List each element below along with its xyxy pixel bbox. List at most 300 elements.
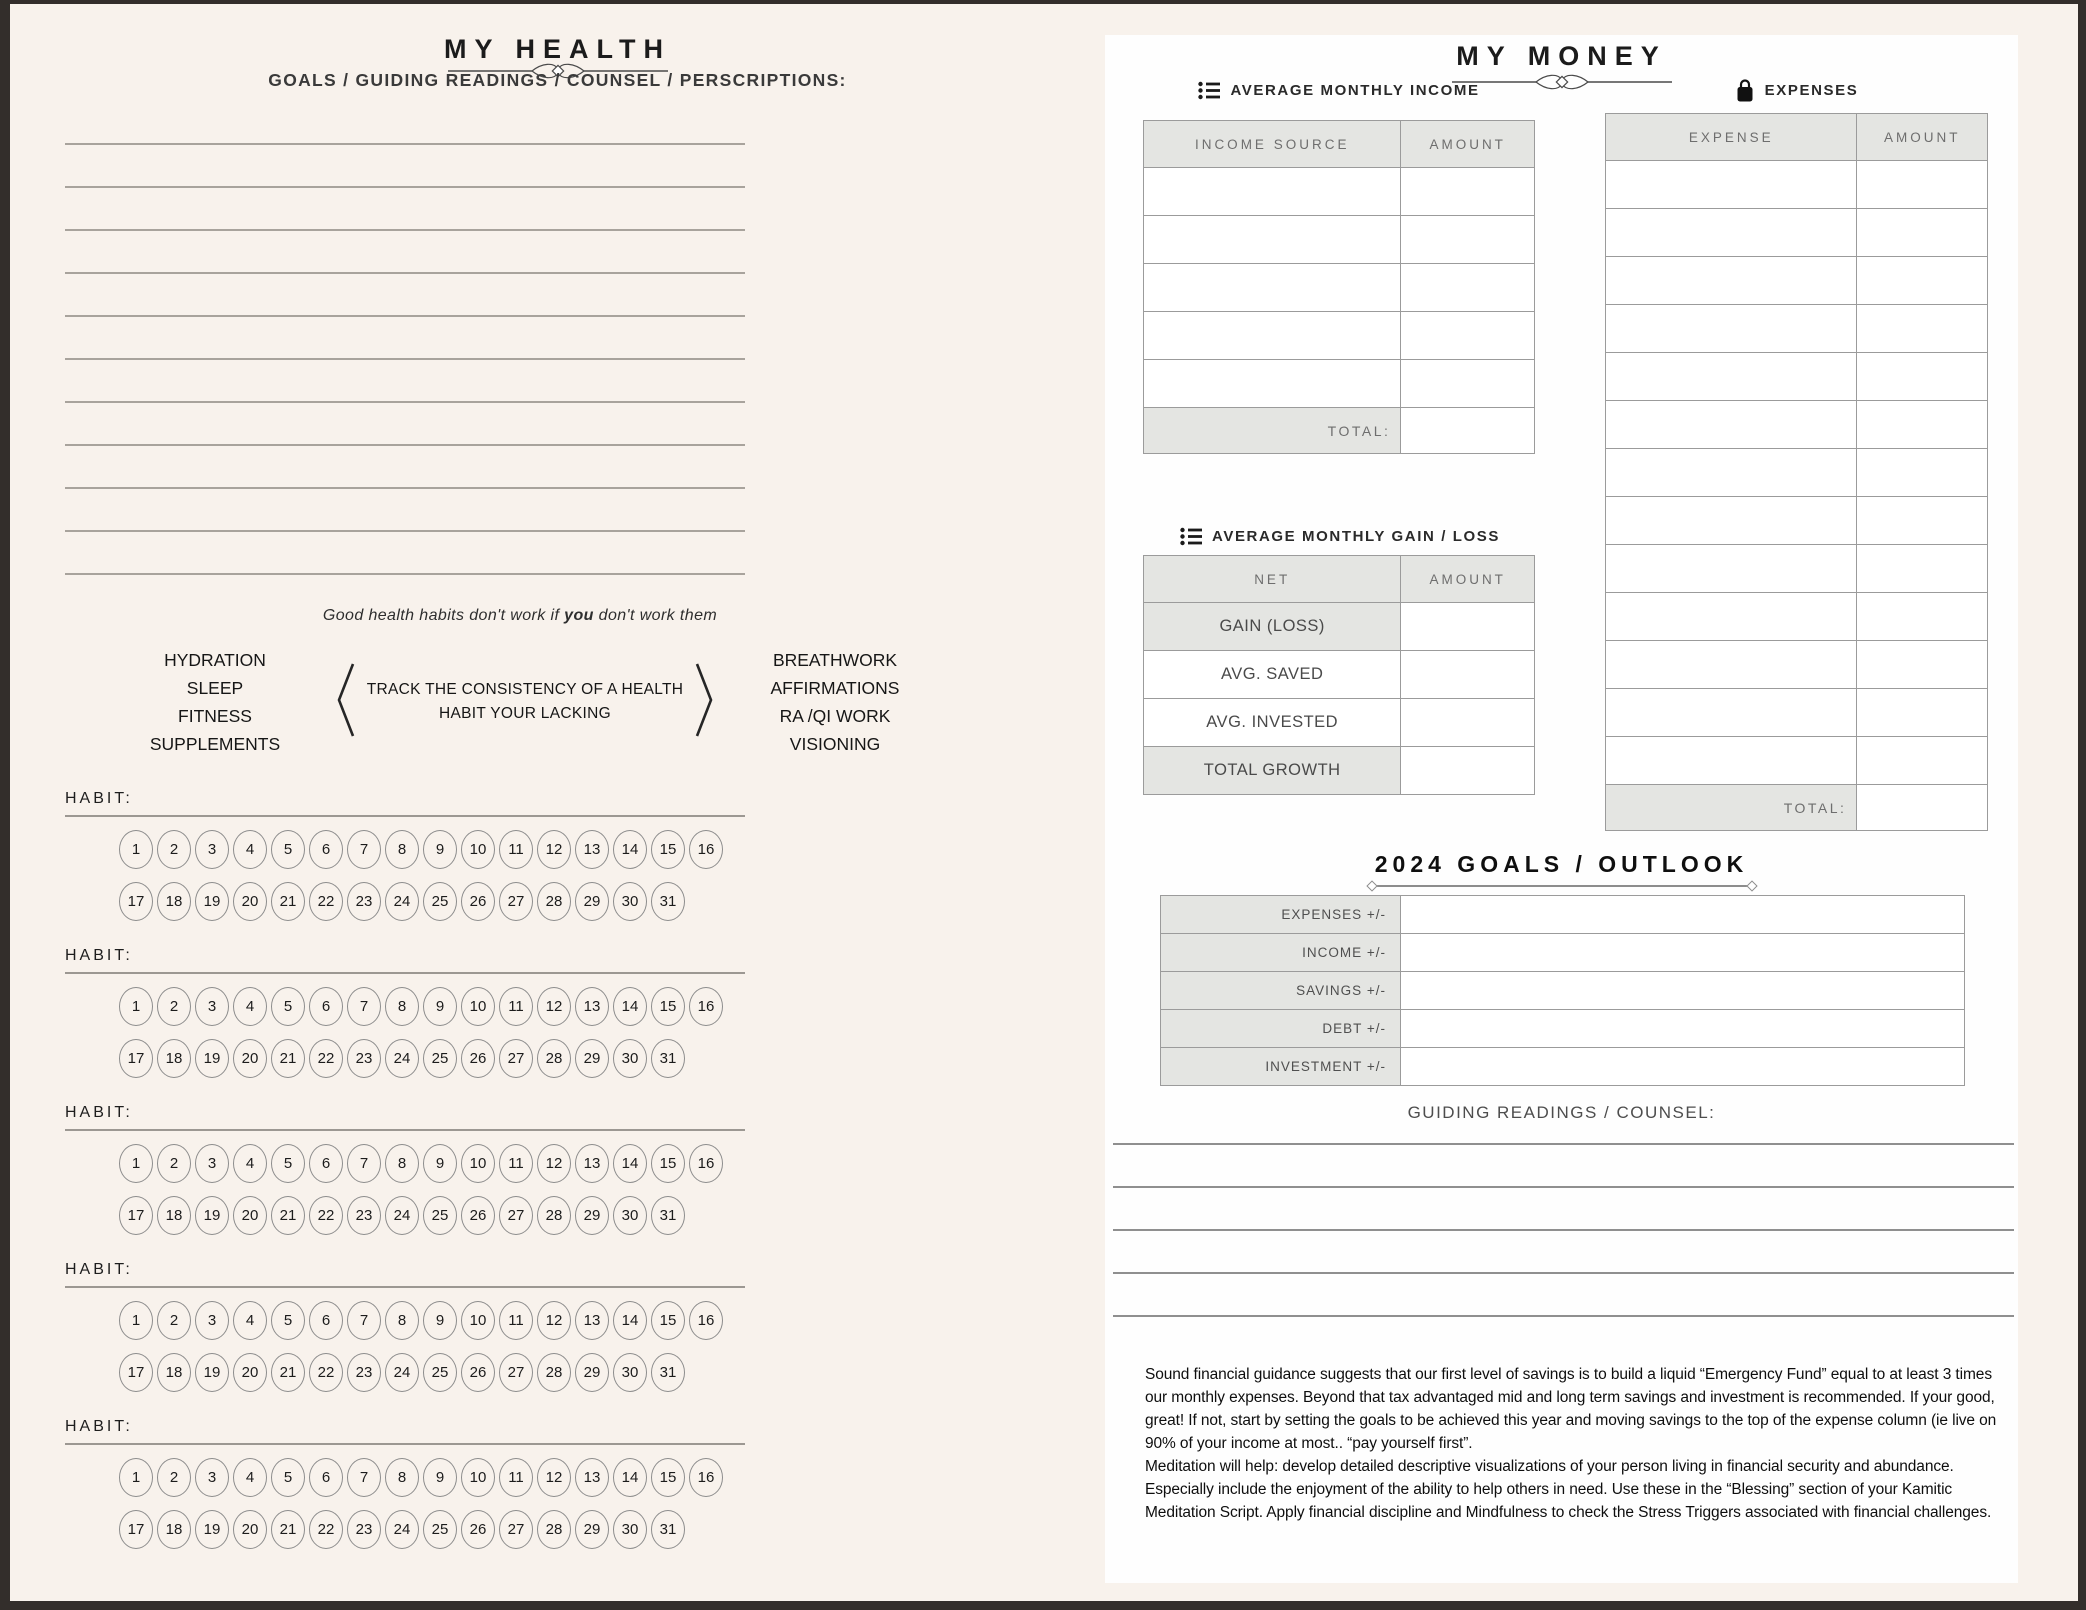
amount-cell[interactable] bbox=[1857, 305, 1987, 352]
amount-cell[interactable] bbox=[1857, 641, 1987, 688]
habit-category-block bbox=[100, 646, 950, 758]
day-circle[interactable]: 10 bbox=[461, 1458, 495, 1497]
total-label: TOTAL: bbox=[1144, 408, 1401, 453]
day-circle[interactable]: 25 bbox=[423, 882, 457, 921]
amount-cell[interactable] bbox=[1401, 651, 1534, 698]
amount-cell[interactable] bbox=[1857, 737, 1987, 784]
ruled-line[interactable] bbox=[65, 487, 745, 489]
amount-cell[interactable] bbox=[1857, 449, 1987, 496]
day-circle[interactable]: 8 bbox=[385, 1144, 419, 1183]
goals-row bbox=[1161, 896, 1964, 933]
goals-row-label: INVESTMENT +/- bbox=[1161, 1048, 1401, 1085]
habit-tracking-note bbox=[330, 662, 720, 743]
day-circle[interactable]: 7 bbox=[347, 987, 381, 1026]
ruled-line[interactable] bbox=[65, 315, 745, 317]
day-circle[interactable]: 29 bbox=[575, 1510, 609, 1549]
quote-post: don't work them bbox=[593, 607, 718, 624]
day-circle[interactable]: 1 bbox=[119, 830, 153, 869]
bag-icon bbox=[1735, 78, 1755, 103]
day-circle[interactable]: 8 bbox=[385, 1458, 419, 1497]
income-heading bbox=[1143, 81, 1535, 100]
day-circle[interactable]: 6 bbox=[309, 830, 343, 869]
habit-label: HABIT: bbox=[65, 1104, 133, 1121]
ruled-line[interactable] bbox=[1113, 1272, 2014, 1274]
day-circle[interactable]: 1 bbox=[119, 987, 153, 1026]
goals-row-label: INCOME +/- bbox=[1161, 934, 1401, 971]
day-circle[interactable]: 7 bbox=[347, 830, 381, 869]
day-circle[interactable]: 28 bbox=[537, 1353, 571, 1392]
expense-row bbox=[1606, 160, 1987, 208]
day-circle[interactable]: 22 bbox=[309, 1353, 343, 1392]
day-circle[interactable]: 25 bbox=[423, 1510, 457, 1549]
day-circle[interactable]: 21 bbox=[271, 1039, 305, 1078]
day-circle[interactable]: 29 bbox=[575, 1039, 609, 1078]
expense-row bbox=[1606, 256, 1987, 304]
screen-frame-left bbox=[0, 0, 10, 1610]
day-circle[interactable]: 8 bbox=[385, 830, 419, 869]
day-circle[interactable]: 2 bbox=[157, 830, 191, 869]
day-circle[interactable]: 13 bbox=[575, 1301, 609, 1340]
entry-cell[interactable] bbox=[1606, 689, 1857, 736]
health-ruled-lines bbox=[65, 143, 745, 575]
day-circle[interactable]: 27 bbox=[499, 1196, 533, 1235]
total-row bbox=[1606, 784, 1987, 830]
day-circle[interactable]: 12 bbox=[537, 1301, 571, 1340]
day-circle[interactable]: 15 bbox=[651, 830, 685, 869]
day-circle[interactable]: 20 bbox=[233, 1510, 267, 1549]
gainloss-row bbox=[1144, 698, 1534, 746]
day-circle[interactable]: 7 bbox=[347, 1458, 381, 1497]
day-circle[interactable]: 23 bbox=[347, 1353, 381, 1392]
ruled-line[interactable] bbox=[1113, 1229, 2014, 1231]
entry-cell[interactable] bbox=[1144, 360, 1401, 407]
goals-row-label: EXPENSES +/- bbox=[1161, 896, 1401, 933]
day-circle[interactable]: 15 bbox=[651, 1458, 685, 1497]
gainloss-heading bbox=[1125, 527, 1555, 546]
day-circle[interactable]: 26 bbox=[461, 1196, 495, 1235]
goals-table bbox=[1160, 895, 1965, 1086]
goals-entry-cell[interactable] bbox=[1401, 1010, 1964, 1047]
day-circle[interactable]: 14 bbox=[613, 1301, 647, 1340]
day-circle[interactable]: 5 bbox=[271, 1301, 305, 1340]
day-circle[interactable]: 3 bbox=[195, 1144, 229, 1183]
entry-cell[interactable] bbox=[1144, 312, 1401, 359]
screen-frame-right bbox=[2078, 0, 2086, 1610]
day-circle[interactable]: 16 bbox=[689, 987, 723, 1026]
day-circle[interactable]: 4 bbox=[233, 1144, 267, 1183]
day-circle[interactable]: 22 bbox=[309, 882, 343, 921]
day-circle[interactable]: 26 bbox=[461, 1510, 495, 1549]
expense-row bbox=[1606, 688, 1987, 736]
day-circle[interactable]: 29 bbox=[575, 1196, 609, 1235]
column-header: AMOUNT bbox=[1401, 556, 1534, 602]
list-icon bbox=[1180, 527, 1202, 546]
day-circle[interactable]: 14 bbox=[613, 987, 647, 1026]
amount-cell[interactable] bbox=[1857, 401, 1987, 448]
day-circle[interactable]: 3 bbox=[195, 830, 229, 869]
day-circle[interactable]: 23 bbox=[347, 882, 381, 921]
expense-row bbox=[1606, 208, 1987, 256]
expense-row bbox=[1606, 352, 1987, 400]
advice-paragraph-2: Meditation will help: develop detailed descriptive visualizations of your person living in financial security and abundance. Especially include the enjoyment of the ability to help others in need. Use these in the “Blessing” section of your Kamitic Meditation Script. Apply financial discipline and Mindfulness to check the Stress Triggers associated with financial challenges. bbox=[1145, 1458, 1992, 1521]
day-circle[interactable]: 4 bbox=[233, 830, 267, 869]
total-amount-cell[interactable] bbox=[1401, 408, 1534, 453]
day-circle[interactable]: 5 bbox=[271, 987, 305, 1026]
note-line-2: HABIT YOUR LACKING bbox=[439, 705, 611, 722]
gainloss-heading-label: AVERAGE MONTHLY GAIN / LOSS bbox=[1212, 528, 1500, 545]
health-list-item: AFFIRMATIONS bbox=[770, 678, 900, 698]
day-circle[interactable]: 4 bbox=[233, 1458, 267, 1497]
health-list-item: BREATHWORK bbox=[772, 650, 898, 670]
day-circle[interactable]: 15 bbox=[651, 1144, 685, 1183]
day-circle[interactable]: 1 bbox=[119, 1144, 153, 1183]
ruled-line[interactable] bbox=[65, 530, 745, 532]
day-circle[interactable]: 31 bbox=[651, 1353, 685, 1392]
day-circle[interactable]: 28 bbox=[537, 882, 571, 921]
day-circle[interactable]: 12 bbox=[537, 1458, 571, 1497]
day-circle[interactable]: 6 bbox=[309, 1458, 343, 1497]
day-circle[interactable]: 16 bbox=[689, 830, 723, 869]
day-circle[interactable]: 26 bbox=[461, 882, 495, 921]
health-list-item: SLEEP bbox=[186, 678, 244, 698]
quote-pre: Good health habits don't work if bbox=[322, 607, 565, 624]
ruled-line[interactable] bbox=[65, 229, 745, 231]
day-circle[interactable]: 11 bbox=[499, 1458, 533, 1497]
ruled-line[interactable] bbox=[65, 358, 745, 360]
goals-title: 2024 GOALS / OUTLOOK bbox=[1374, 851, 1749, 877]
amount-cell[interactable] bbox=[1857, 689, 1987, 736]
day-circle[interactable]: 5 bbox=[271, 1458, 305, 1497]
day-circle[interactable]: 22 bbox=[309, 1510, 343, 1549]
day-circle[interactable]: 9 bbox=[423, 830, 457, 869]
tracker-row bbox=[65, 830, 745, 869]
day-circle[interactable]: 11 bbox=[499, 987, 533, 1026]
day-circle[interactable]: 17 bbox=[119, 1353, 153, 1392]
entry-cell[interactable] bbox=[1144, 168, 1401, 215]
day-circle[interactable]: 23 bbox=[347, 1039, 381, 1078]
day-circle[interactable]: 30 bbox=[613, 882, 647, 921]
column-header: NET bbox=[1144, 556, 1401, 602]
day-circle[interactable]: 31 bbox=[651, 1196, 685, 1235]
day-circle[interactable]: 14 bbox=[613, 1458, 647, 1497]
habit-rule[interactable] bbox=[65, 1443, 745, 1445]
expense-row bbox=[1606, 736, 1987, 784]
goals-title-underline bbox=[1372, 885, 1752, 887]
day-circle[interactable]: 9 bbox=[423, 1458, 457, 1497]
day-circle[interactable]: 10 bbox=[461, 987, 495, 1026]
goals-row bbox=[1161, 971, 1964, 1009]
day-circle[interactable]: 20 bbox=[233, 1196, 267, 1235]
column-header: AMOUNT bbox=[1401, 121, 1534, 167]
day-circle[interactable]: 16 bbox=[689, 1458, 723, 1497]
habit-rule[interactable] bbox=[65, 815, 745, 817]
day-circle[interactable]: 10 bbox=[461, 1144, 495, 1183]
money-page-title: MY MONEY bbox=[1456, 41, 1667, 71]
day-circle[interactable]: 23 bbox=[347, 1196, 381, 1235]
day-circle[interactable]: 21 bbox=[271, 1353, 305, 1392]
table-header-row bbox=[1144, 556, 1534, 602]
amount-cell[interactable] bbox=[1401, 360, 1534, 407]
expenses-table bbox=[1605, 113, 1988, 831]
day-circle[interactable]: 3 bbox=[195, 1301, 229, 1340]
day-circle[interactable]: 12 bbox=[537, 1144, 571, 1183]
day-circle[interactable]: 30 bbox=[613, 1353, 647, 1392]
day-circle[interactable]: 10 bbox=[461, 830, 495, 869]
amount-cell[interactable] bbox=[1401, 168, 1534, 215]
entry-cell[interactable] bbox=[1606, 641, 1857, 688]
day-circle[interactable]: 28 bbox=[537, 1196, 571, 1235]
day-circle[interactable]: 21 bbox=[271, 1510, 305, 1549]
ruled-line[interactable] bbox=[65, 186, 745, 188]
money-page bbox=[1105, 35, 2018, 1583]
day-circle[interactable]: 6 bbox=[309, 987, 343, 1026]
day-circle[interactable]: 18 bbox=[157, 1510, 191, 1549]
amount-cell[interactable] bbox=[1401, 603, 1534, 650]
entry-cell[interactable] bbox=[1606, 737, 1857, 784]
day-circle[interactable]: 12 bbox=[537, 830, 571, 869]
day-circle[interactable]: 26 bbox=[461, 1353, 495, 1392]
habit-section bbox=[65, 1418, 745, 1549]
day-circle[interactable]: 27 bbox=[499, 1510, 533, 1549]
day-circle[interactable]: 30 bbox=[613, 1510, 647, 1549]
goals-entry-cell[interactable] bbox=[1401, 934, 1964, 971]
day-circle[interactable]: 7 bbox=[347, 1144, 381, 1183]
day-circle[interactable]: 30 bbox=[613, 1196, 647, 1235]
day-circle[interactable]: 21 bbox=[271, 882, 305, 921]
day-circle[interactable]: 24 bbox=[385, 1510, 419, 1549]
tracker-row bbox=[65, 1196, 745, 1235]
day-circle[interactable]: 28 bbox=[537, 1510, 571, 1549]
amount-cell[interactable] bbox=[1401, 264, 1534, 311]
day-circle[interactable]: 24 bbox=[385, 1196, 419, 1235]
day-circle[interactable]: 25 bbox=[423, 1353, 457, 1392]
habit-label: HABIT: bbox=[65, 790, 133, 807]
day-circle[interactable]: 17 bbox=[119, 1196, 153, 1235]
entry-cell[interactable] bbox=[1606, 545, 1857, 592]
expense-row bbox=[1606, 592, 1987, 640]
income-row bbox=[1144, 215, 1534, 263]
day-circle[interactable]: 2 bbox=[157, 987, 191, 1026]
day-circle[interactable]: 25 bbox=[423, 1039, 457, 1078]
day-circle[interactable]: 5 bbox=[271, 1144, 305, 1183]
day-circle[interactable]: 21 bbox=[271, 1196, 305, 1235]
entry-cell[interactable] bbox=[1606, 257, 1857, 304]
day-circle[interactable]: 30 bbox=[613, 1039, 647, 1078]
health-right-list bbox=[720, 646, 950, 758]
day-circle[interactable]: 9 bbox=[423, 1301, 457, 1340]
habit-section bbox=[65, 947, 745, 1078]
entry-cell[interactable] bbox=[1606, 449, 1857, 496]
day-circle[interactable]: 14 bbox=[613, 1144, 647, 1183]
amount-cell[interactable] bbox=[1401, 312, 1534, 359]
day-circle[interactable]: 11 bbox=[499, 1144, 533, 1183]
health-page-title: MY HEALTH bbox=[444, 34, 671, 64]
day-circle[interactable]: 14 bbox=[613, 830, 647, 869]
day-circle[interactable]: 11 bbox=[499, 1301, 533, 1340]
day-circle[interactable]: 13 bbox=[575, 987, 609, 1026]
day-circle[interactable]: 27 bbox=[499, 1353, 533, 1392]
day-circle[interactable]: 27 bbox=[499, 1039, 533, 1078]
entry-cell[interactable] bbox=[1144, 264, 1401, 311]
day-circle[interactable]: 20 bbox=[233, 882, 267, 921]
day-circle[interactable]: 6 bbox=[309, 1144, 343, 1183]
tracker-row bbox=[65, 1039, 745, 1078]
day-circle[interactable]: 24 bbox=[385, 1039, 419, 1078]
financial-advice-text bbox=[1145, 1363, 2013, 1524]
health-list-item: RA /QI WORK bbox=[779, 706, 891, 726]
day-circle[interactable]: 11 bbox=[499, 830, 533, 869]
entry-cell[interactable] bbox=[1144, 216, 1401, 263]
habit-rule[interactable] bbox=[65, 1286, 745, 1288]
right-angle-bracket-icon bbox=[695, 662, 713, 743]
day-circle[interactable]: 20 bbox=[233, 1039, 267, 1078]
day-circle[interactable]: 29 bbox=[575, 882, 609, 921]
day-circle[interactable]: 13 bbox=[575, 830, 609, 869]
day-circle[interactable]: 31 bbox=[651, 1039, 685, 1078]
ruled-line[interactable] bbox=[65, 272, 745, 274]
day-circle[interactable]: 22 bbox=[309, 1039, 343, 1078]
day-circle[interactable]: 9 bbox=[423, 987, 457, 1026]
total-label: TOTAL: bbox=[1606, 785, 1857, 830]
day-circle[interactable]: 22 bbox=[309, 1196, 343, 1235]
day-circle[interactable]: 19 bbox=[195, 1353, 229, 1392]
day-circle[interactable]: 17 bbox=[119, 1039, 153, 1078]
day-circle[interactable]: 12 bbox=[537, 987, 571, 1026]
amount-cell[interactable] bbox=[1401, 747, 1534, 794]
guiding-ruled-lines bbox=[1113, 1143, 2014, 1317]
day-circle[interactable]: 20 bbox=[233, 1353, 267, 1392]
day-circle[interactable]: 19 bbox=[195, 882, 229, 921]
gainloss-label: TOTAL GROWTH bbox=[1144, 747, 1401, 794]
day-circle[interactable]: 3 bbox=[195, 987, 229, 1026]
day-circle[interactable]: 24 bbox=[385, 882, 419, 921]
day-circle[interactable]: 19 bbox=[195, 1510, 229, 1549]
amount-cell[interactable] bbox=[1857, 209, 1987, 256]
day-circle[interactable]: 18 bbox=[157, 882, 191, 921]
entry-cell[interactable] bbox=[1606, 497, 1857, 544]
day-circle[interactable]: 19 bbox=[195, 1196, 229, 1235]
entry-cell[interactable] bbox=[1606, 209, 1857, 256]
gainloss-label: AVG. SAVED bbox=[1144, 651, 1401, 698]
day-circle[interactable]: 17 bbox=[119, 882, 153, 921]
day-circle[interactable]: 5 bbox=[271, 830, 305, 869]
total-amount-cell[interactable] bbox=[1857, 785, 1987, 830]
day-circle[interactable]: 2 bbox=[157, 1458, 191, 1497]
day-circle[interactable]: 15 bbox=[651, 1301, 685, 1340]
tracker-row bbox=[65, 1458, 745, 1497]
day-circle[interactable]: 26 bbox=[461, 1039, 495, 1078]
day-circle[interactable]: 13 bbox=[575, 1458, 609, 1497]
guiding-readings-heading: GUIDING READINGS / COUNSEL: bbox=[1407, 1103, 1716, 1122]
income-row bbox=[1144, 311, 1534, 359]
day-circle[interactable]: 29 bbox=[575, 1353, 609, 1392]
total-row bbox=[1144, 407, 1534, 453]
amount-cell[interactable] bbox=[1857, 593, 1987, 640]
amount-cell[interactable] bbox=[1857, 353, 1987, 400]
entry-cell[interactable] bbox=[1606, 161, 1857, 208]
amount-cell[interactable] bbox=[1401, 216, 1534, 263]
column-header: AMOUNT bbox=[1857, 114, 1987, 160]
day-circle[interactable]: 6 bbox=[309, 1301, 343, 1340]
day-circle[interactable]: 4 bbox=[233, 1301, 267, 1340]
tracker-row bbox=[65, 1144, 745, 1183]
amount-cell[interactable] bbox=[1857, 497, 1987, 544]
quote-emphasis: you bbox=[564, 607, 594, 624]
day-circle[interactable]: 4 bbox=[233, 987, 267, 1026]
day-circle[interactable]: 16 bbox=[689, 1144, 723, 1183]
day-circle[interactable]: 27 bbox=[499, 882, 533, 921]
amount-cell[interactable] bbox=[1857, 545, 1987, 592]
goals-entry-cell[interactable] bbox=[1401, 972, 1964, 1009]
health-list-item: VISIONING bbox=[789, 734, 881, 754]
advice-paragraph-1: Sound financial guidance suggests that our first level of savings is to build a liquid “Emergency Fund” equal to at least 3 times our monthly expenses. Beyond that tax advantaged mid and long term savings and investment is recommended. If your good, great! If not, start by setting the goals to be achieved this year and moving savings to the top of the expense column (ie live on 90% of your income at most.. “pay yourself first”. bbox=[1145, 1366, 1997, 1452]
day-circle[interactable]: 2 bbox=[157, 1144, 191, 1183]
habit-label: HABIT: bbox=[65, 947, 133, 964]
goals-entry-cell[interactable] bbox=[1401, 896, 1964, 933]
day-circle[interactable]: 2 bbox=[157, 1301, 191, 1340]
amount-cell[interactable] bbox=[1857, 257, 1987, 304]
day-circle[interactable]: 1 bbox=[119, 1301, 153, 1340]
column-header: EXPENSE bbox=[1606, 114, 1857, 160]
day-circle[interactable]: 25 bbox=[423, 1196, 457, 1235]
gainloss-row bbox=[1144, 650, 1534, 698]
day-circle[interactable]: 18 bbox=[157, 1196, 191, 1235]
day-circle[interactable]: 3 bbox=[195, 1458, 229, 1497]
ruled-line[interactable] bbox=[1113, 1315, 2014, 1317]
ruled-line[interactable] bbox=[65, 444, 745, 446]
tracker-row bbox=[65, 1510, 745, 1549]
day-circle[interactable]: 13 bbox=[575, 1144, 609, 1183]
ruled-line[interactable] bbox=[65, 143, 745, 145]
day-circle[interactable]: 15 bbox=[651, 987, 685, 1026]
amount-cell[interactable] bbox=[1857, 161, 1987, 208]
day-circle[interactable]: 18 bbox=[157, 1039, 191, 1078]
ruled-line[interactable] bbox=[1113, 1143, 2014, 1145]
entry-cell[interactable] bbox=[1606, 353, 1857, 400]
habit-rule[interactable] bbox=[65, 1129, 745, 1131]
health-quote bbox=[100, 607, 940, 625]
entry-cell[interactable] bbox=[1606, 401, 1857, 448]
day-circle[interactable]: 8 bbox=[385, 987, 419, 1026]
ruled-line[interactable] bbox=[65, 573, 745, 575]
day-circle[interactable]: 7 bbox=[347, 1301, 381, 1340]
day-circle[interactable]: 18 bbox=[157, 1353, 191, 1392]
day-circle[interactable]: 10 bbox=[461, 1301, 495, 1340]
habit-rule[interactable] bbox=[65, 972, 745, 974]
expense-row bbox=[1606, 496, 1987, 544]
day-circle[interactable]: 9 bbox=[423, 1144, 457, 1183]
expenses-heading bbox=[1605, 78, 1988, 103]
entry-cell[interactable] bbox=[1606, 593, 1857, 640]
day-circle[interactable]: 28 bbox=[537, 1039, 571, 1078]
day-circle[interactable]: 23 bbox=[347, 1510, 381, 1549]
amount-cell[interactable] bbox=[1401, 699, 1534, 746]
day-circle[interactable]: 1 bbox=[119, 1458, 153, 1497]
ruled-line[interactable] bbox=[65, 401, 745, 403]
day-circle[interactable]: 24 bbox=[385, 1353, 419, 1392]
day-circle[interactable]: 19 bbox=[195, 1039, 229, 1078]
gainloss-label: GAIN (LOSS) bbox=[1144, 603, 1401, 650]
day-circle[interactable]: 31 bbox=[651, 882, 685, 921]
day-circle[interactable]: 31 bbox=[651, 1510, 685, 1549]
day-circle[interactable]: 8 bbox=[385, 1301, 419, 1340]
entry-cell[interactable] bbox=[1606, 305, 1857, 352]
goals-entry-cell[interactable] bbox=[1401, 1048, 1964, 1085]
income-row bbox=[1144, 263, 1534, 311]
ruled-line[interactable] bbox=[1113, 1186, 2014, 1188]
day-circle[interactable]: 17 bbox=[119, 1510, 153, 1549]
day-circle[interactable]: 16 bbox=[689, 1301, 723, 1340]
